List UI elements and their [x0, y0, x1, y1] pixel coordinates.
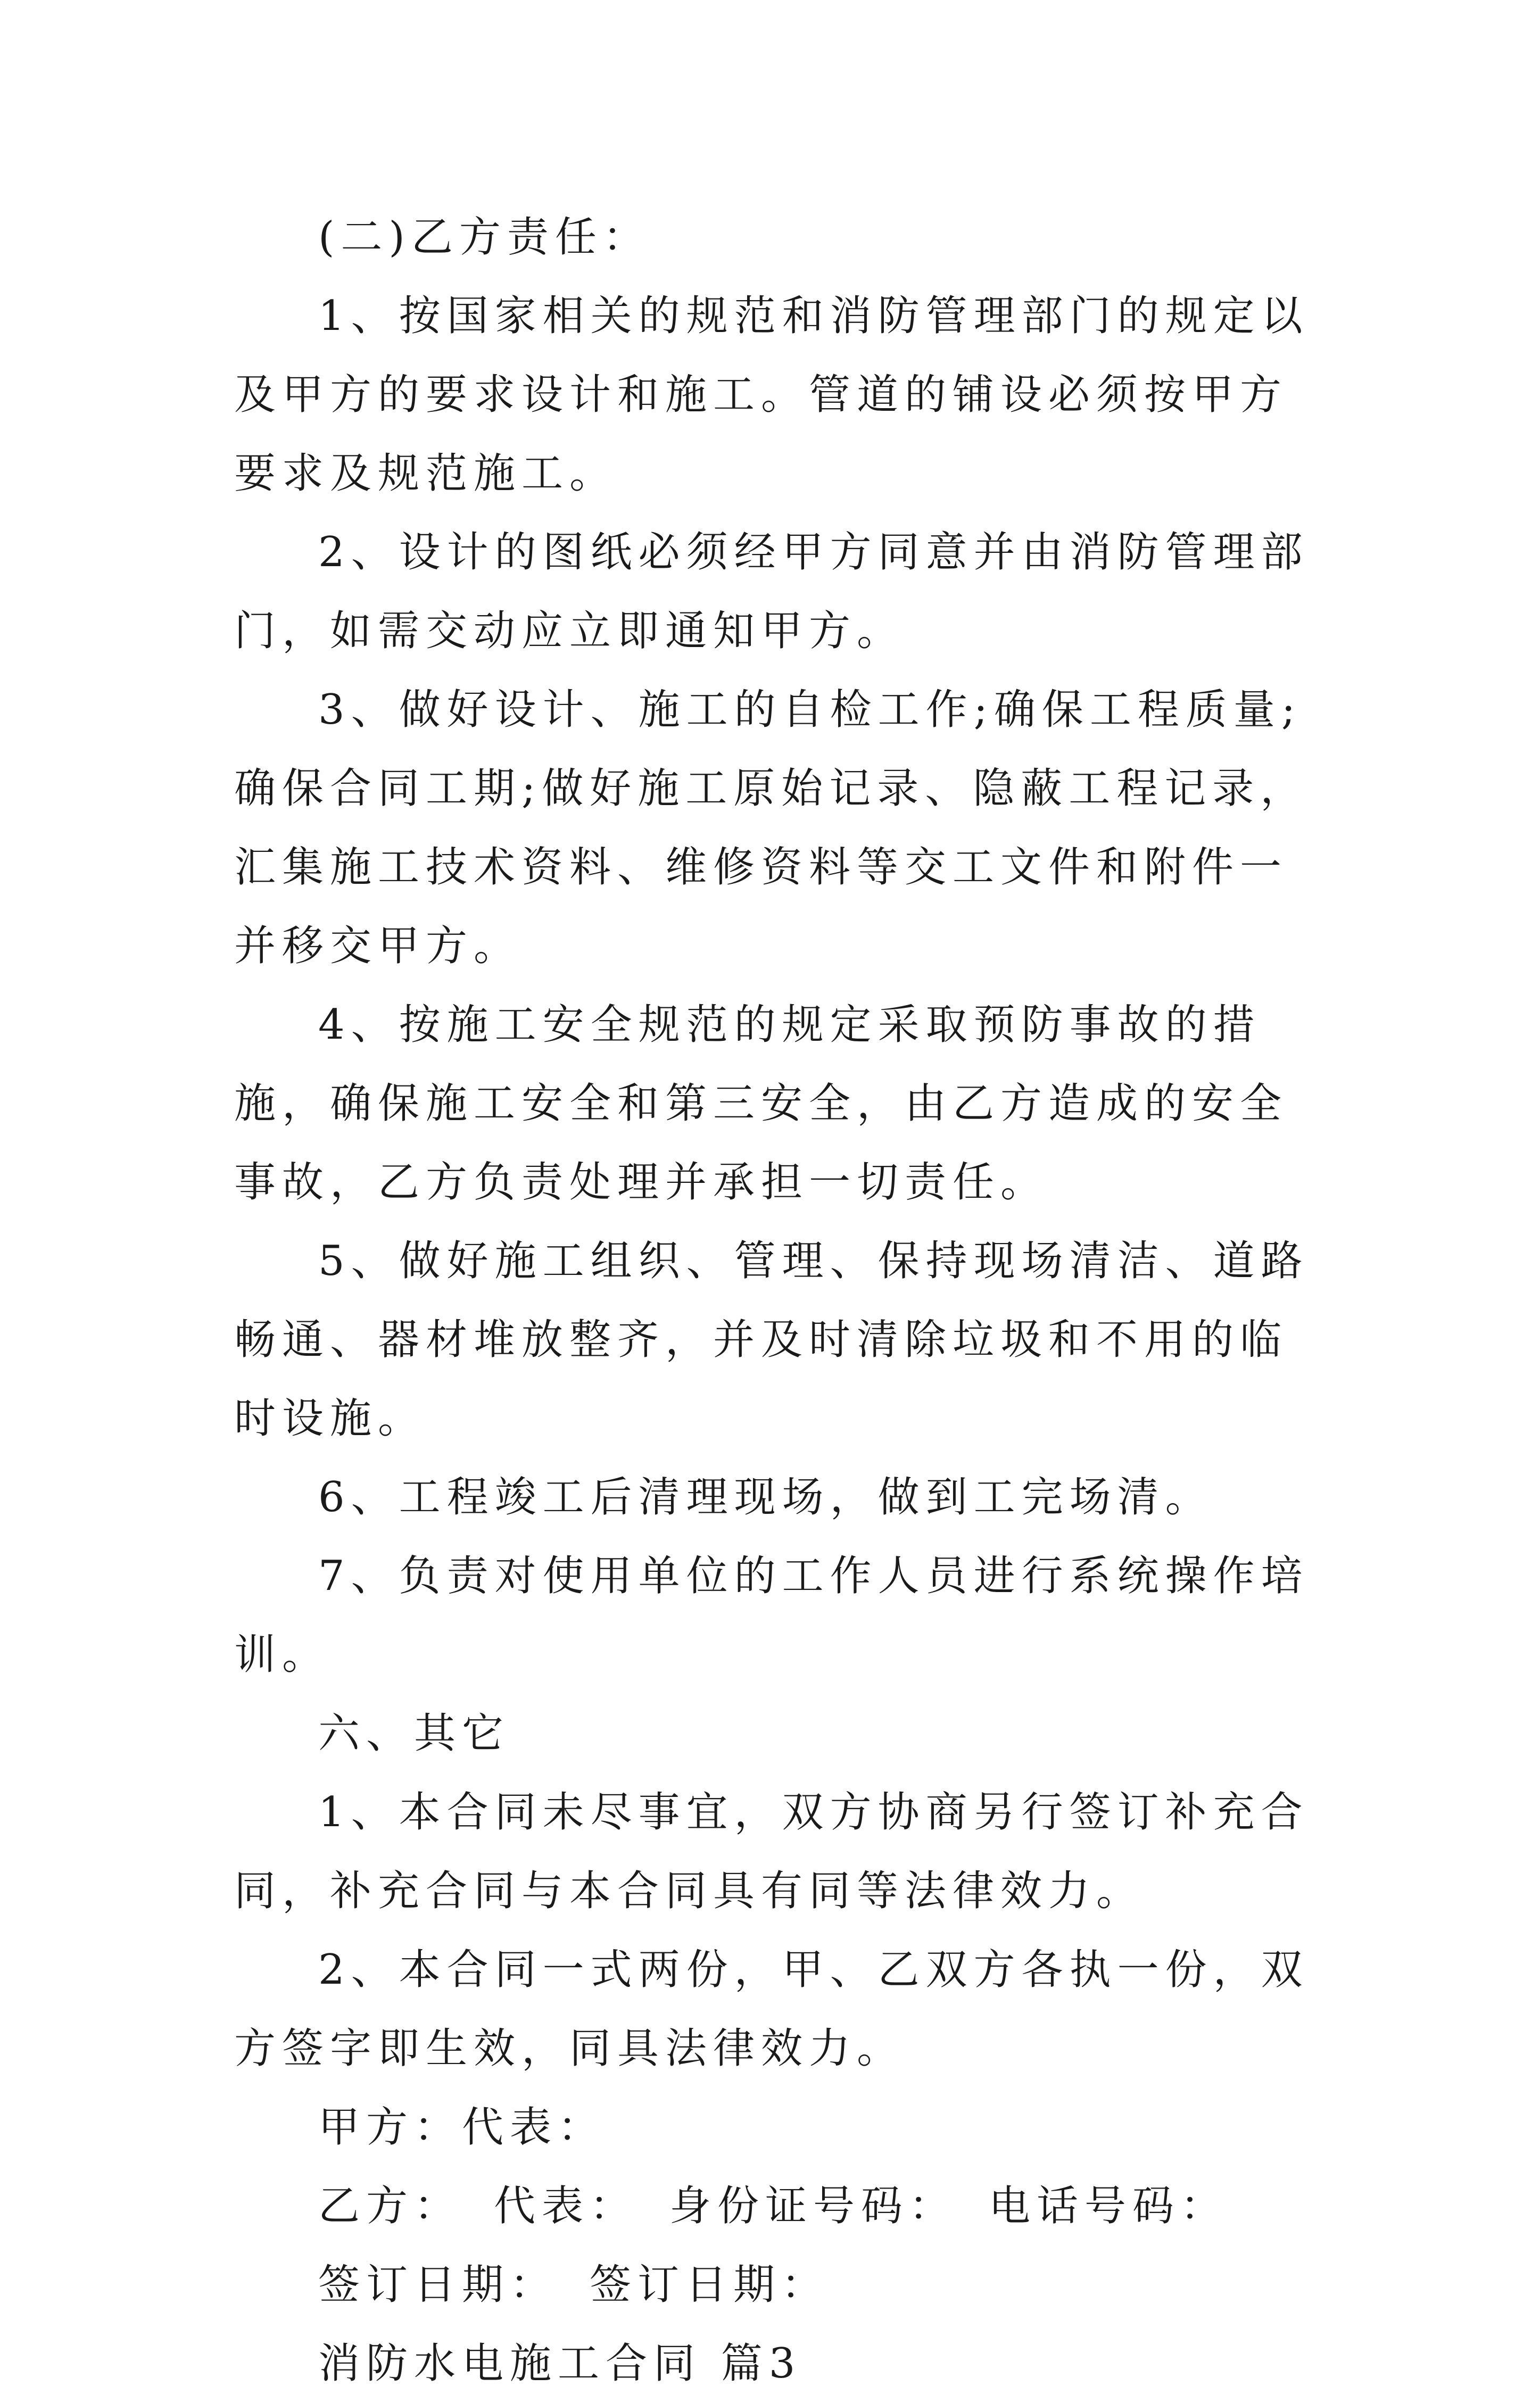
party-a-rep-label: 代表： — [462, 2103, 606, 2151]
clause-b-5: 5、做好施工组织、管理、保持现场清洁、道路畅通、器材堆放整齐，并及时清除垃圾和不用的临时设施。 — [234, 1237, 1309, 1443]
signing-dates — [234, 2245, 1320, 2324]
signature-party-a — [234, 2088, 1320, 2167]
clause-6-2: 2、本合同一式两份，甲、乙双方各执一份，双方签字即生效，同具法律效力。 — [234, 1946, 1309, 2073]
clause-b-4: 4、按施工安全规范的规定采取预防事故的措施，确保施工安全和第三安全，由乙方造成的安全事故，乙方负责处理并承担一切责任。 — [234, 1001, 1288, 1206]
clause-b-6: 6、工程竣工后清理现场，做到工完场清。 — [318, 1473, 1213, 1521]
party-b-id-label: 身份证号码： — [669, 2182, 957, 2230]
party-b-label: 乙方： — [318, 2182, 462, 2230]
clause-b-7: 7、负责对使用单位的工作人员进行系统操作培训。 — [234, 1552, 1309, 1679]
next-contract-title: 消防水电施工合同 篇3 — [318, 2340, 802, 2388]
section-heading-other: 六、其它 — [318, 1710, 510, 1758]
signing-date-1: 签订日期： — [318, 2261, 558, 2309]
clause-6-1: 1、本合同未尽事宜，双方协商另行签订补充合同，补充合同与本合同具有同等法律效力。 — [234, 1788, 1309, 1915]
signing-date-2: 签订日期： — [590, 2261, 830, 2309]
party-b-rep-label: 代表： — [494, 2182, 638, 2230]
clause-b-1: 1、按国家相关的规范和消防管理部门的规定以及甲方的要求设计和施工。管道的铺设必须按甲方要求及规范施工。 — [234, 292, 1309, 498]
clause-b-3: 3、做好设计、施工的自检工作;确保工程质量;确保合同工期;做好施工原始记录、隐蔽工程记录，汇集施工技术资料、维修资料等交工文件和附件一并移交甲方。 — [234, 686, 1309, 970]
section-heading-party-b: (二)乙方责任： — [318, 213, 651, 261]
party-a-label: 甲方： — [318, 2103, 462, 2151]
party-b-phone-label: 电话号码： — [989, 2182, 1229, 2230]
signature-party-b — [234, 2167, 1320, 2245]
clause-b-2: 2、设计的图纸必须经甲方同意并由消防管理部门，如需交动应立即通知甲方。 — [234, 528, 1309, 655]
document-body — [234, 198, 1320, 2403]
